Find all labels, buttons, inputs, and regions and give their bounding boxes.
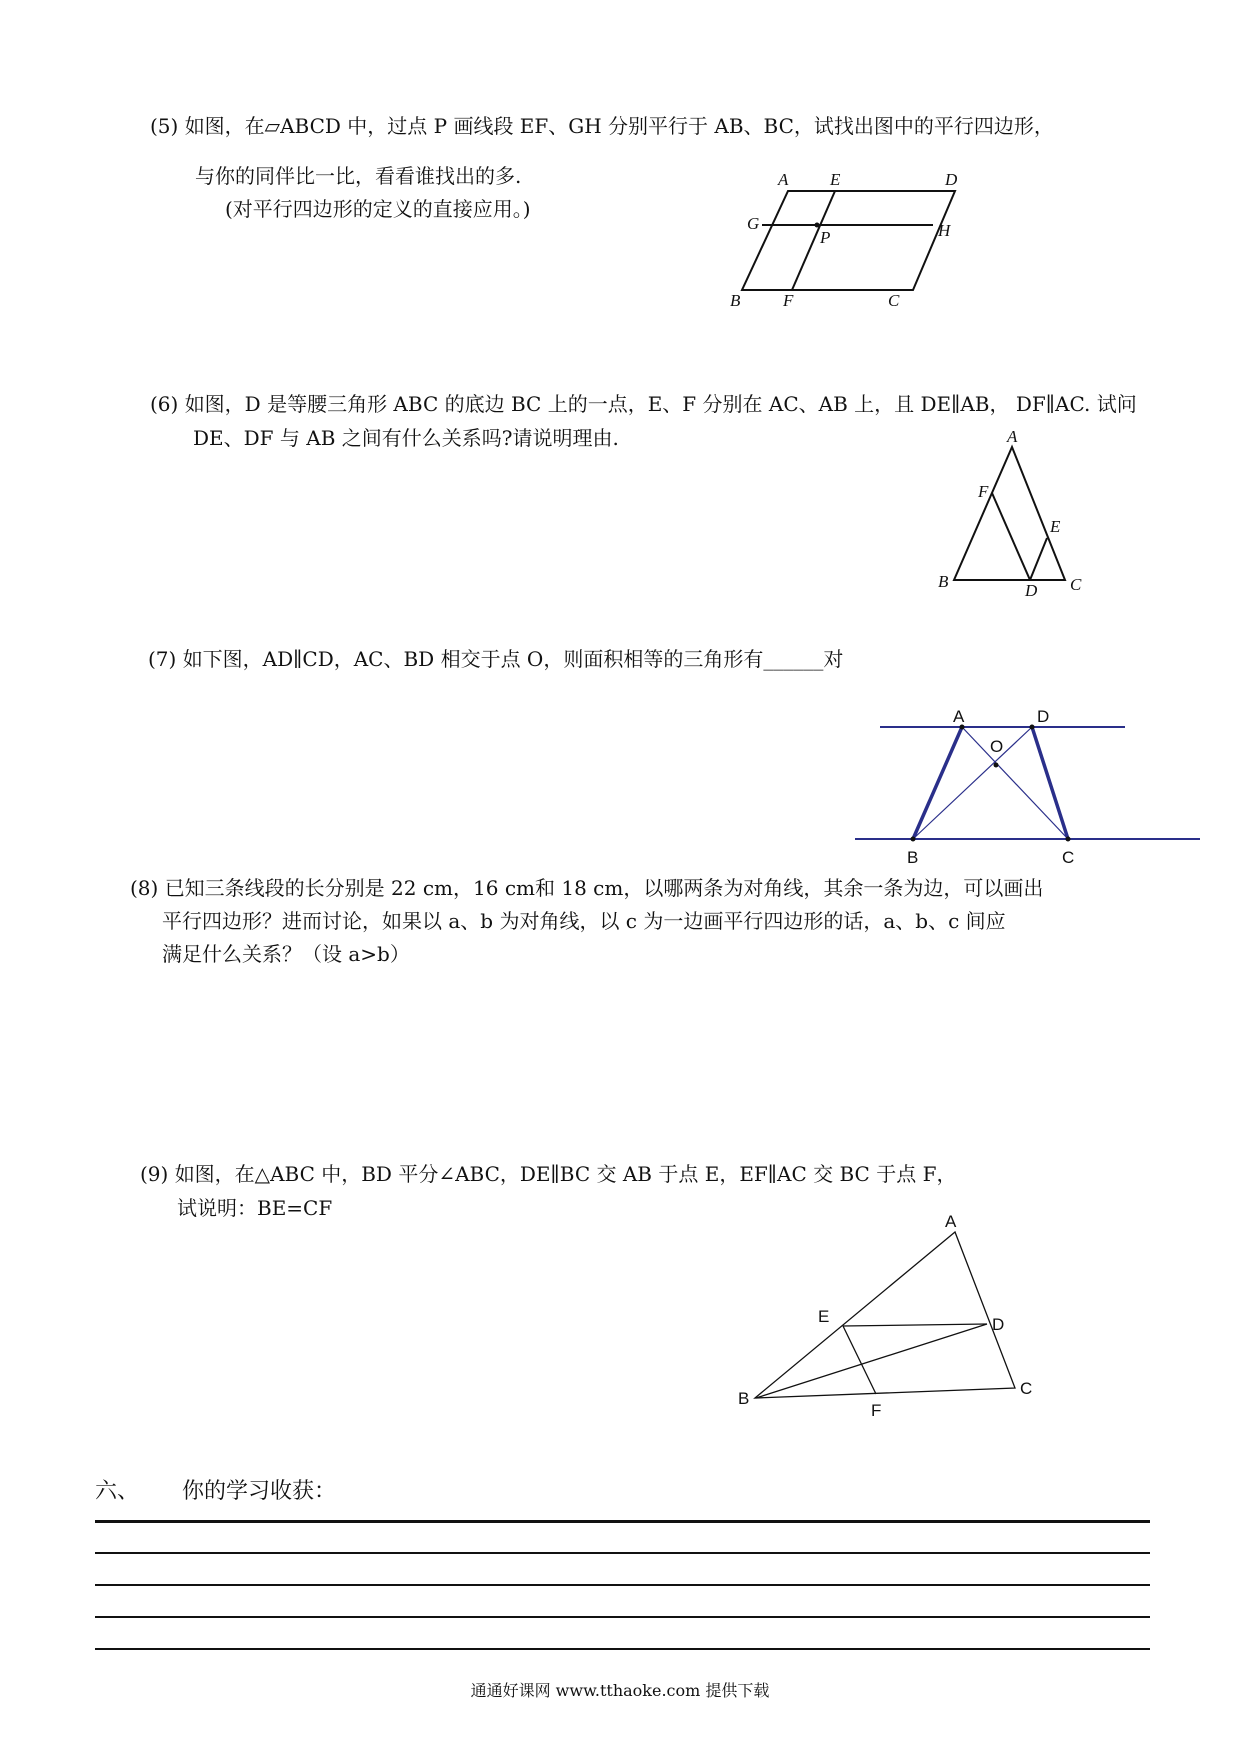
- label-A: A: [953, 707, 965, 726]
- problem-5-line-3: (对平行四边形的定义的直接应用。): [225, 197, 531, 221]
- problem-9-line-2: 试说明：BE=CF: [177, 1196, 333, 1220]
- answer-line-3: [95, 1584, 1150, 1586]
- answer-line-1: [95, 1520, 1150, 1523]
- label-E: E: [830, 170, 841, 189]
- label-P: P: [820, 228, 831, 247]
- label-C: C: [1020, 1379, 1033, 1398]
- problem-5-line-2: 与你的同伴比一比，看看谁找出的多.: [195, 164, 522, 188]
- problem-6-line-2: DE、DF 与 AB 之间有什么关系吗?请说明理由.: [193, 426, 619, 450]
- figure-isosceles-triangle: [930, 425, 1090, 600]
- problem-5-line-1: (5) 如图，在▱ABCD 中，过点 P 画线段 EF、GH 分别平行于 AB、BC，试找出图中的平行四边形，: [150, 114, 1054, 138]
- label-C: C: [888, 291, 900, 310]
- label-A: A: [945, 1212, 957, 1231]
- problem-6-line-1: (6) 如图，D 是等腰三角形 ABC 的底边 BC 上的一点，E、F 分别在 AC、AB 上，且 DE∥AB， DF∥AC. 试问: [150, 392, 1137, 416]
- page-footer: 通通好课网 www.tthaoke.com 提供下载: [470, 1681, 770, 1700]
- answer-line-2: [95, 1552, 1150, 1554]
- label-D: D: [945, 170, 958, 189]
- problem-7-line-1: (7) 如下图，AD∥CD，AC、BD 相交于点 O，则面积相等的三角形有______对: [148, 647, 844, 671]
- label-A: A: [778, 170, 789, 189]
- label-F: F: [871, 1401, 882, 1420]
- label-C: C: [1062, 848, 1075, 867]
- label-G: G: [747, 214, 760, 233]
- section-6-title: 你的学习收获：: [182, 1479, 337, 1504]
- label-D: D: [992, 1315, 1005, 1334]
- figure-angle-bisector-triangle: [730, 1210, 1050, 1430]
- label-F: F: [783, 291, 794, 310]
- label-E: E: [1050, 517, 1061, 536]
- label-B: B: [907, 848, 919, 867]
- answer-line-4: [95, 1616, 1150, 1618]
- problem-9-line-1: (9) 如图，在△ABC 中，BD 平分∠ABC，DE∥BC 交 AB 于点 E，EF∥AC 交 BC 于点 F，: [140, 1162, 957, 1186]
- label-D: D: [1025, 581, 1038, 600]
- figure-parallelogram-abcd: [720, 165, 980, 315]
- label-A: A: [1007, 427, 1018, 446]
- label-H: H: [938, 221, 951, 240]
- label-B: B: [738, 1389, 750, 1408]
- problem-8-line-3: 满足什么关系？（设 a>b）: [162, 942, 410, 966]
- label-E: E: [818, 1307, 830, 1326]
- label-D: D: [1037, 707, 1050, 726]
- label-B: B: [938, 572, 949, 591]
- label-C: C: [1070, 575, 1082, 594]
- answer-line-5: [95, 1648, 1150, 1650]
- problem-8-line-1: (8) 已知三条线段的长分别是 22 cm，16 cm和 18 cm，以哪两条为对角线，其余一条为边，可以画出: [130, 876, 1044, 900]
- label-F: F: [978, 482, 989, 501]
- problem-8-line-2: 平行四边形？进而讨论，如果以 a、b 为对角线，以 c 为一边画平行四边形的话，a、b、c 间应: [162, 909, 1006, 933]
- figure-parallel-lines-trapezoid: [850, 700, 1205, 870]
- label-B: B: [730, 291, 741, 310]
- section-6-number: 六、: [95, 1479, 140, 1504]
- label-O: O: [990, 737, 1004, 756]
